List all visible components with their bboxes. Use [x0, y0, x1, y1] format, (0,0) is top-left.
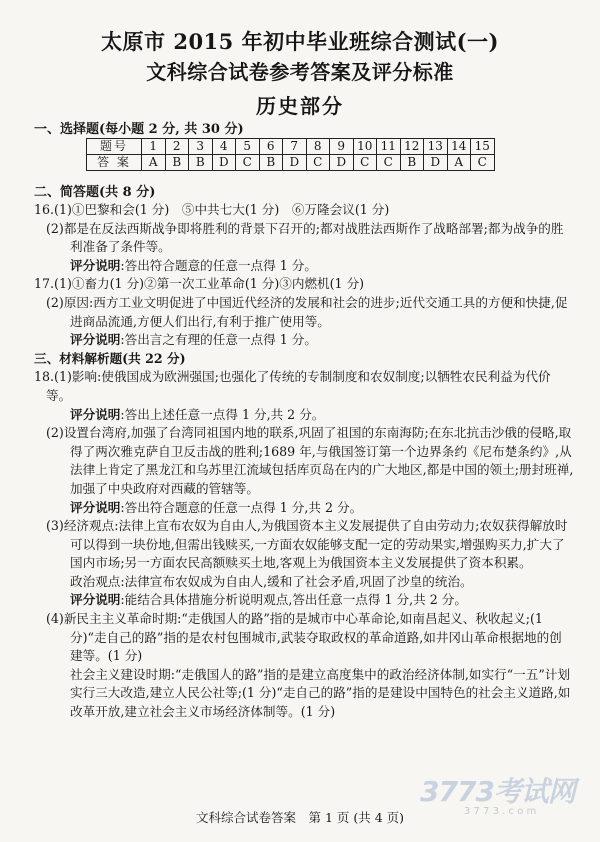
question-number: 12: [400, 139, 424, 155]
q16-scoring-note: [34, 257, 574, 276]
q17-scoring-note: [34, 331, 574, 350]
answer-cell: C: [471, 155, 495, 171]
q18-part3: (3)经济观点:法律上宣布农奴为自由人,为俄国资本主义发展提供了自由劳动力;农奴获得解放时可以得到一块份地,但需出钱赎买,一方面农奴能够支配一定的劳动果实,增强购买力,扩大了国内市场;另一方面农民高额赎买土地,客观上为俄国资本主义发展提供了资本积累。: [46, 518, 568, 571]
answer-row: [87, 155, 495, 171]
answer-body: [34, 201, 574, 722]
question-number: 5: [236, 139, 260, 155]
part3-heading: 三、材料解析题(共 22 分): [34, 350, 186, 366]
answer-cell: A: [142, 155, 166, 171]
scoring-text: :答出符合题意的任意一点得 1 分,共 2 分。: [120, 499, 363, 515]
answer-cell: C: [377, 155, 401, 171]
q18-part2: (2)设置台湾府,加强了台湾同祖国内地的联系,巩固了祖国的东南海防;在东北抗击沙俄的侵略,取得了两次雅克萨自卫反击战的胜利;1689 年,与俄国签订第一个边界条约《尼布楚条约》,从法律上肯定了黑龙江和乌苏里江流域包括库页岛在内的广大地区,都是中国的领土;册封班禅,加强了中央政府对西藏的管辖等。: [46, 425, 574, 496]
q17-part1: 17.(1)①畜力(1 分)②第一次工业革命(1 分)③内燃机(1 分): [34, 276, 365, 292]
answer-cell: D: [212, 155, 236, 171]
q18-part1: 18.(1)影响:使俄国成为欧洲强国;也强化了传统的专制制度和农奴制度;以牺牲农民利益为代价等。: [34, 369, 551, 403]
q16-part2: (2)都是在反法西斯战争即将胜利的背景下召开的;都对战胜法西斯作了战略部署;都为战争的胜利准备了条件等。: [46, 220, 564, 255]
q16-part1: 16.(1)①巴黎和会(1 分) ⑤中共七大(1 分) ⑥万隆会议(1 分): [34, 202, 390, 217]
question-number: 1: [142, 139, 166, 155]
q18-3-scoring-note: [34, 591, 574, 610]
scoring-label: 评分说明: [70, 406, 121, 422]
page-footer: 文科综合试卷答案 第 1 页 (共 4 页): [195, 810, 405, 825]
exam-title: 太原市 2015 年初中毕业班综合测试(一): [101, 29, 499, 54]
question-number: 7: [283, 139, 307, 155]
watermark-url: 3 7 7 3 . c o m: [464, 806, 537, 817]
answer-table: [86, 138, 495, 171]
scoring-text: :能结合具体措施分析说明观点,答出任意一点得 1 分,共 2 分。: [120, 592, 467, 608]
question-number: 6: [259, 139, 283, 155]
q17-part2: (2)原因:西方工业文明促进了中国近代经济的发展和社会的进步;近代交通工具的方便和快捷,促进商品流通,方便人们出行,有利于推广使用等。: [46, 294, 568, 329]
scoring-text: :答出符合题意的任意一点得 1 分。: [120, 257, 317, 273]
part1-heading: 一、选择题(每小题 2 分, 共 30 分): [34, 122, 244, 137]
answer-cell: B: [400, 155, 424, 171]
scoring-text: :答出上述任意一点得 1 分,共 2 分。: [120, 406, 325, 422]
watermark-logo-text: 3773考试网: [420, 775, 575, 808]
question-number: 8: [306, 139, 330, 155]
answer-cell: D: [283, 155, 307, 171]
answer-cell: B: [165, 155, 189, 171]
answer-cell: B: [259, 155, 283, 171]
answer-cell: D: [424, 155, 448, 171]
answer-cell: C: [236, 155, 260, 171]
answer-cell: C: [306, 155, 330, 171]
part2-heading: 二、简答题(共 8 分): [34, 185, 156, 200]
scoring-label: 评分说明: [70, 257, 121, 273]
question-number: 2: [165, 139, 189, 155]
question-number: 15: [471, 139, 495, 155]
q18-2-scoring-note: [34, 499, 574, 518]
q18-part4: (4)新民主主义革命时期:“走俄国人的路”指的是城市中心革命论,如南昌起义、秋收起义;(1 分)“走自己的路”指的是农村包围城市,武装夺取政权的革命道路,如井冈山革命根据地的创建等。(1 分): [46, 611, 562, 664]
scoring-label: 评分说明: [70, 332, 121, 348]
scoring-label: 评分说明: [70, 592, 121, 608]
exam-subtitle: 文科综合试卷参考答案及评分标准: [146, 60, 454, 84]
answer-cell: D: [330, 155, 354, 171]
answer-cell: C: [353, 155, 377, 171]
row-label: 答 案: [87, 155, 142, 171]
question-number: 9: [330, 139, 354, 155]
scoring-label: 评分说明: [70, 499, 121, 515]
question-number: 10: [353, 139, 377, 155]
question-number: 3: [189, 139, 213, 155]
q18-3-politics: 政治观点:法律宣布农奴成为自由人,缓和了社会矛盾,巩固了沙皇的统治。: [70, 573, 473, 589]
q18-1-scoring-note: [34, 406, 574, 425]
section-title: 历史部分: [256, 94, 344, 118]
question-number-row: [87, 139, 495, 155]
question-number: 11: [377, 139, 401, 155]
question-number: 14: [447, 139, 471, 155]
scoring-text: :答出言之有理的任意一点得 1 分。: [120, 332, 317, 348]
answer-cell: B: [189, 155, 213, 171]
question-number: 13: [424, 139, 448, 155]
q18-4-socialism: 社会主义建设时期:“走俄国人的路”指的是建立高度集中的政治经济体制,如实行“一五”计划实行三大改造,建立人民公社等;(1 分)“走自己的路”指的是建设中国特色的社会主义道路,如改革开放,建立社会主义市场经济体制等。(1 分): [70, 666, 571, 720]
answer-cell: A: [447, 155, 471, 171]
question-number: 4: [212, 139, 236, 155]
row-label: 题号: [87, 139, 142, 155]
